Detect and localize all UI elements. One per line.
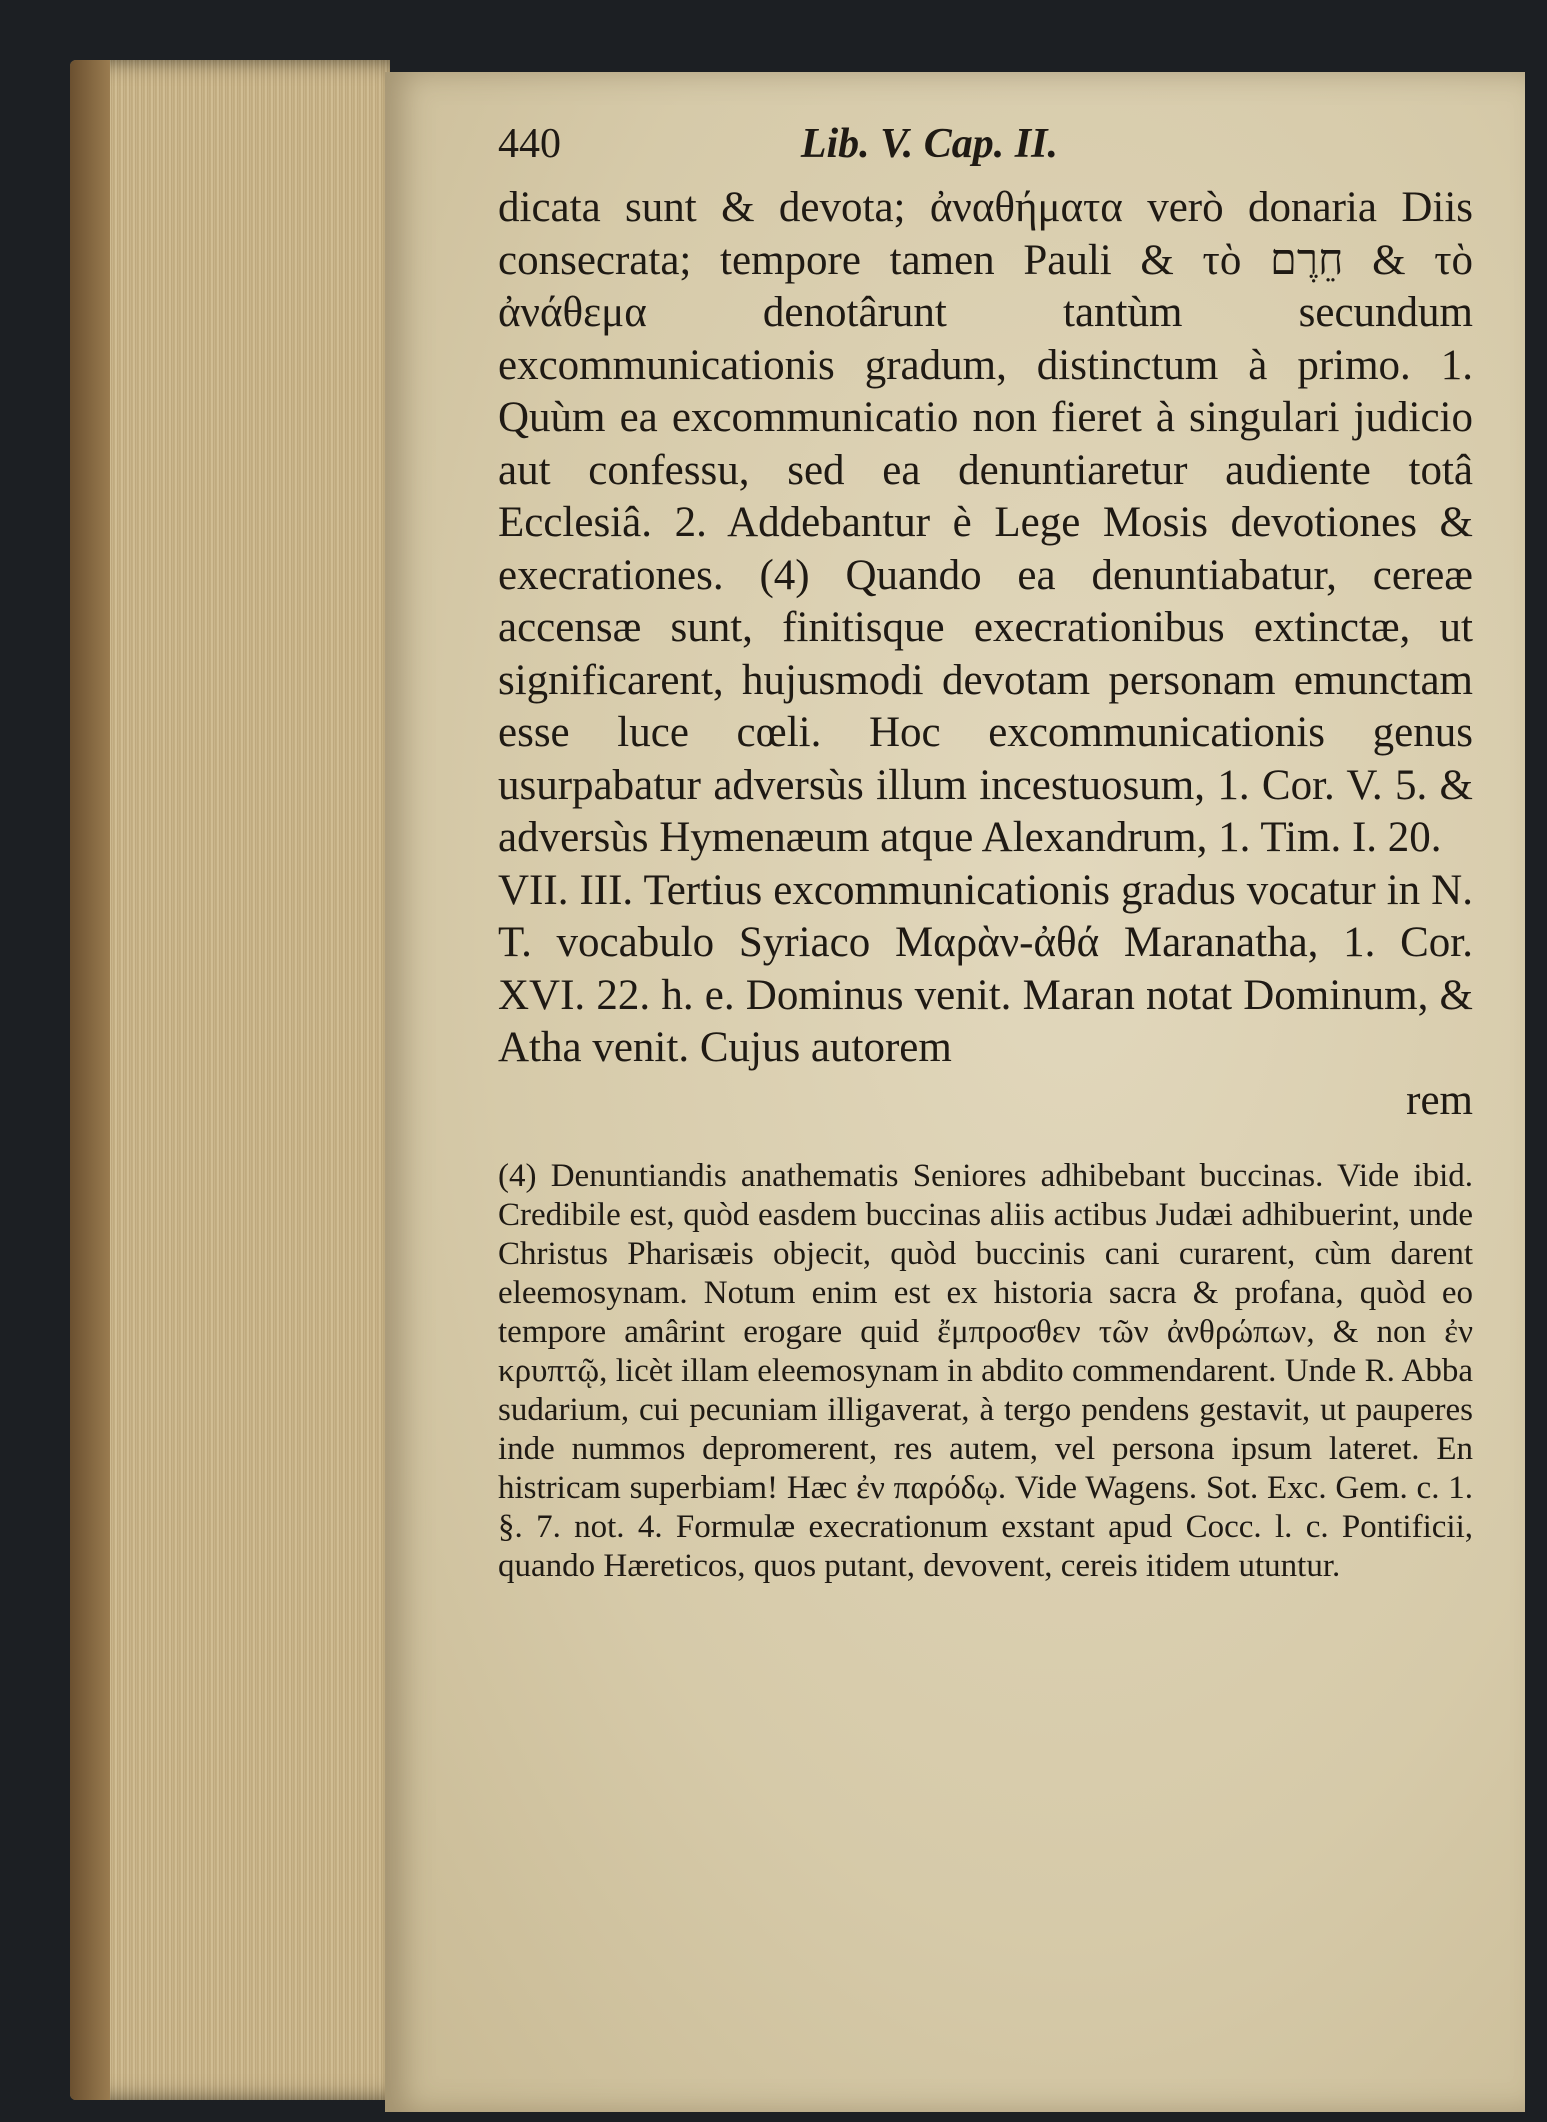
- paragraph-2: VII. III. Tertius excommunicationis gradus vocatur in N. T. vocabulo Syriaco Μαρὰν-ἀθά Maranatha, 1. Cor. XVI. 22. h. e. Dominus venit. Maran notat Dominum, & Atha venit. Cujus autorem: [498, 866, 1473, 1071]
- page-header: [498, 120, 1058, 180]
- catchword: rem: [1406, 1076, 1473, 1124]
- main-text: [498, 182, 1473, 1127]
- page-stack: [70, 60, 390, 2100]
- book-cover-edge: [70, 60, 110, 2100]
- page-number: 440: [498, 121, 561, 167]
- footnote: [498, 1157, 1473, 1586]
- paragraph-1: dicata sunt & devota; ἀναθήματα verò donaria Diis consecrata; tempore tamen Pauli & τὸ חֵרֶם & τὸ ἀνάθεμα denotârunt tantùm secundum excommunicationis gradum, distinctum à primo. 1. Quùm ea excommunicatio non fieret à singulari judicio aut confessu, sed ea denuntiaretur audiente totâ Ecclesiâ. 2. Addebantur è Lege Mosis devotiones & execrationes. (4) Quando ea denuntiabatur, cereæ accensæ sunt, finitisque execrationibus extinctæ, ut significarent, hujusmodi devotam personam emunctam esse luce cœli. Hoc excommunicationis genus usurpabatur adversùs illum incestuosum, 1. Cor. V. 5. & adversùs Hymenæum atque Alexandrum, 1. Tim. I. 20.: [498, 184, 1473, 861]
- footnote-text: (4) Denuntiandis anathematis Seniores adhibebant buccinas. Vide ibid. Credibile est, quòd easdem buccinas aliis actibus Judæi adhibuerint, unde Christus Pharisæis objecit, quòd buccinis cani curarent, cùm darent eleemosynam. Notum enim est ex historia sacra & profana, quòd eo tempore amârint erogare quid ἔμπροσθεν τῶν ἀνθρώπων, & non ἐν κρυπτῷ, licèt illam eleemosynam in abdito commendarent. Unde R. Abba sudarium, cui pecuniam illigaverat, à tergo pendens gestavit, ut pauperes inde nummos depromerent, res autem, vel persona ipsum lateret. En histricam superbiam! Hæc ἐν παρόδῳ. Vide Wagens. Sot. Exc. Gem. c. 1. §. 7. not. 4. Formulæ execrationum exstant apud Cocc. l. c. Pontificii, quando Hæreticos, quos putant, devovent, cereis itidem utuntur.: [498, 1157, 1473, 1584]
- page-content: [498, 120, 1473, 1586]
- running-head: Lib. V. Cap. II.: [800, 121, 1058, 167]
- footnote-spacer: [498, 1127, 1473, 1157]
